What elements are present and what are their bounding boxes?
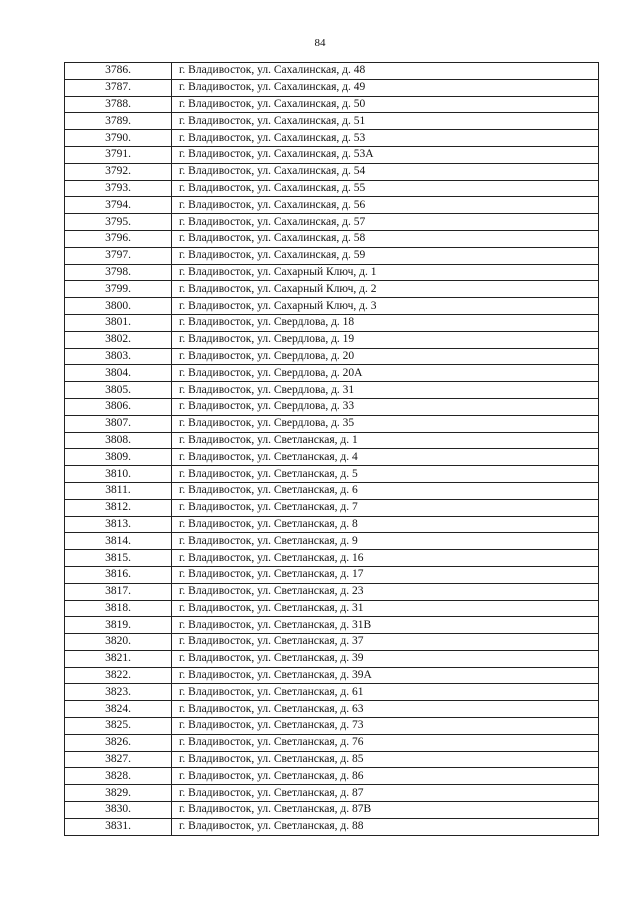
row-number: 3808. bbox=[65, 432, 172, 449]
row-number: 3810. bbox=[65, 466, 172, 483]
row-address: г. Владивосток, ул. Светланская, д. 1 bbox=[172, 432, 599, 449]
row-number: 3799. bbox=[65, 281, 172, 298]
table-row bbox=[65, 348, 599, 365]
row-address: г. Владивосток, ул. Сахалинская, д. 50 bbox=[172, 96, 599, 113]
table-row bbox=[65, 583, 599, 600]
row-number: 3811. bbox=[65, 482, 172, 499]
row-number: 3805. bbox=[65, 382, 172, 399]
row-address: г. Владивосток, ул. Свердлова, д. 31 bbox=[172, 382, 599, 399]
row-address: г. Владивосток, ул. Сахалинская, д. 56 bbox=[172, 197, 599, 214]
row-address: г. Владивосток, ул. Светланская, д. 31В bbox=[172, 617, 599, 634]
table-row bbox=[65, 415, 599, 432]
table-row bbox=[65, 566, 599, 583]
table-row bbox=[65, 600, 599, 617]
table-row bbox=[65, 718, 599, 735]
table-row bbox=[65, 230, 599, 247]
row-address: г. Владивосток, ул. Сахалинская, д. 58 bbox=[172, 230, 599, 247]
row-number: 3819. bbox=[65, 617, 172, 634]
table-row bbox=[65, 180, 599, 197]
row-address: г. Владивосток, ул. Светланская, д. 39 bbox=[172, 650, 599, 667]
table-row bbox=[65, 768, 599, 785]
table-row bbox=[65, 667, 599, 684]
table-row bbox=[65, 146, 599, 163]
row-address: г. Владивосток, ул. Свердлова, д. 18 bbox=[172, 314, 599, 331]
table-row bbox=[65, 264, 599, 281]
row-number: 3830. bbox=[65, 802, 172, 819]
row-number: 3817. bbox=[65, 583, 172, 600]
row-address: г. Владивосток, ул. Светланская, д. 5 bbox=[172, 466, 599, 483]
row-address: г. Владивосток, ул. Светланская, д. 88 bbox=[172, 818, 599, 835]
row-address: г. Владивосток, ул. Свердлова, д. 20 bbox=[172, 348, 599, 365]
row-number: 3803. bbox=[65, 348, 172, 365]
row-address: г. Владивосток, ул. Сахарный Ключ, д. 3 bbox=[172, 298, 599, 315]
row-address: г. Владивосток, ул. Светланская, д. 87 bbox=[172, 785, 599, 802]
table-row bbox=[65, 499, 599, 516]
row-address: г. Владивосток, ул. Светланская, д. 7 bbox=[172, 499, 599, 516]
row-address: г. Владивосток, ул. Светланская, д. 31 bbox=[172, 600, 599, 617]
row-address: г. Владивосток, ул. Сахарный Ключ, д. 2 bbox=[172, 281, 599, 298]
table-row bbox=[65, 365, 599, 382]
table-row bbox=[65, 113, 599, 130]
table-body bbox=[65, 63, 599, 836]
row-address: г. Владивосток, ул. Сахалинская, д. 49 bbox=[172, 79, 599, 96]
row-number: 3823. bbox=[65, 684, 172, 701]
row-number: 3812. bbox=[65, 499, 172, 516]
row-number: 3818. bbox=[65, 600, 172, 617]
table-row bbox=[65, 197, 599, 214]
row-number: 3790. bbox=[65, 130, 172, 147]
row-number: 3787. bbox=[65, 79, 172, 96]
table-row bbox=[65, 398, 599, 415]
table-row bbox=[65, 466, 599, 483]
address-table bbox=[64, 62, 599, 836]
row-number: 3804. bbox=[65, 365, 172, 382]
row-number: 3829. bbox=[65, 785, 172, 802]
row-address: г. Владивосток, ул. Светланская, д. 37 bbox=[172, 634, 599, 651]
row-number: 3816. bbox=[65, 566, 172, 583]
row-address: г. Владивосток, ул. Сахалинская, д. 51 bbox=[172, 113, 599, 130]
table-row bbox=[65, 734, 599, 751]
table-row bbox=[65, 550, 599, 567]
table-row bbox=[65, 314, 599, 331]
table-row bbox=[65, 482, 599, 499]
row-number: 3828. bbox=[65, 768, 172, 785]
row-number: 3820. bbox=[65, 634, 172, 651]
table-row bbox=[65, 63, 599, 80]
table-row bbox=[65, 281, 599, 298]
row-address: г. Владивосток, ул. Светланская, д. 4 bbox=[172, 449, 599, 466]
row-number: 3807. bbox=[65, 415, 172, 432]
row-number: 3827. bbox=[65, 751, 172, 768]
row-address: г. Владивосток, ул. Светланская, д. 63 bbox=[172, 701, 599, 718]
row-number: 3789. bbox=[65, 113, 172, 130]
row-number: 3802. bbox=[65, 331, 172, 348]
page-number: 84 bbox=[314, 37, 326, 49]
table-row bbox=[65, 684, 599, 701]
row-number: 3798. bbox=[65, 264, 172, 281]
row-number: 3814. bbox=[65, 533, 172, 550]
row-number: 3813. bbox=[65, 516, 172, 533]
row-address: г. Владивосток, ул. Светланская, д. 61 bbox=[172, 684, 599, 701]
row-address: г. Владивосток, ул. Светланская, д. 73 bbox=[172, 718, 599, 735]
row-address: г. Владивосток, ул. Сахалинская, д. 53 bbox=[172, 130, 599, 147]
row-address: г. Владивосток, ул. Сахалинская, д. 48 bbox=[172, 63, 599, 80]
table-row bbox=[65, 214, 599, 231]
row-number: 3809. bbox=[65, 449, 172, 466]
row-number: 3806. bbox=[65, 398, 172, 415]
row-address: г. Владивосток, ул. Светланская, д. 39А bbox=[172, 667, 599, 684]
table-row bbox=[65, 701, 599, 718]
row-number: 3795. bbox=[65, 214, 172, 231]
row-address: г. Владивосток, ул. Сахалинская, д. 55 bbox=[172, 180, 599, 197]
row-number: 3815. bbox=[65, 550, 172, 567]
table-row bbox=[65, 247, 599, 264]
row-address: г. Владивосток, ул. Светланская, д. 86 bbox=[172, 768, 599, 785]
row-address: г. Владивосток, ул. Светланская, д. 9 bbox=[172, 533, 599, 550]
row-address: г. Владивосток, ул. Светланская, д. 8 bbox=[172, 516, 599, 533]
table-row bbox=[65, 802, 599, 819]
table-row bbox=[65, 298, 599, 315]
row-number: 3797. bbox=[65, 247, 172, 264]
row-address: г. Владивосток, ул. Сахалинская, д. 59 bbox=[172, 247, 599, 264]
table-row bbox=[65, 382, 599, 399]
row-number: 3788. bbox=[65, 96, 172, 113]
row-address: г. Владивосток, ул. Сахарный Ключ, д. 1 bbox=[172, 264, 599, 281]
row-number: 3824. bbox=[65, 701, 172, 718]
row-number: 3791. bbox=[65, 146, 172, 163]
row-address: г. Владивосток, ул. Сахалинская, д. 57 bbox=[172, 214, 599, 231]
row-number: 3821. bbox=[65, 650, 172, 667]
table-row bbox=[65, 650, 599, 667]
row-number: 3796. bbox=[65, 230, 172, 247]
row-address: г. Владивосток, ул. Светланская, д. 23 bbox=[172, 583, 599, 600]
row-address: г. Владивосток, ул. Свердлова, д. 20А bbox=[172, 365, 599, 382]
row-number: 3793. bbox=[65, 180, 172, 197]
row-address: г. Владивосток, ул. Сахалинская, д. 53А bbox=[172, 146, 599, 163]
table-row bbox=[65, 432, 599, 449]
row-address: г. Владивосток, ул. Светланская, д. 17 bbox=[172, 566, 599, 583]
row-address: г. Владивосток, ул. Сахалинская, д. 54 bbox=[172, 163, 599, 180]
row-number: 3831. bbox=[65, 818, 172, 835]
row-address: г. Владивосток, ул. Светланская, д. 76 bbox=[172, 734, 599, 751]
table-row bbox=[65, 818, 599, 835]
table-row bbox=[65, 516, 599, 533]
row-address: г. Владивосток, ул. Светланская, д. 85 bbox=[172, 751, 599, 768]
table-row bbox=[65, 331, 599, 348]
row-address: г. Владивосток, ул. Свердлова, д. 19 bbox=[172, 331, 599, 348]
table-row bbox=[65, 79, 599, 96]
row-number: 3822. bbox=[65, 667, 172, 684]
row-number: 3801. bbox=[65, 314, 172, 331]
row-address: г. Владивосток, ул. Свердлова, д. 33 bbox=[172, 398, 599, 415]
table-row bbox=[65, 785, 599, 802]
row-address: г. Владивосток, ул. Свердлова, д. 35 bbox=[172, 415, 599, 432]
table-row bbox=[65, 533, 599, 550]
row-number: 3826. bbox=[65, 734, 172, 751]
row-number: 3800. bbox=[65, 298, 172, 315]
table-row bbox=[65, 751, 599, 768]
table-row bbox=[65, 163, 599, 180]
row-address: г. Владивосток, ул. Светланская, д. 87В bbox=[172, 802, 599, 819]
row-number: 3792. bbox=[65, 163, 172, 180]
table-row bbox=[65, 130, 599, 147]
row-number: 3786. bbox=[65, 63, 172, 80]
row-number: 3825. bbox=[65, 718, 172, 735]
row-number: 3794. bbox=[65, 197, 172, 214]
row-address: г. Владивосток, ул. Светланская, д. 16 bbox=[172, 550, 599, 567]
table-row bbox=[65, 617, 599, 634]
table-row bbox=[65, 634, 599, 651]
table-row bbox=[65, 96, 599, 113]
table-row bbox=[65, 449, 599, 466]
row-address: г. Владивосток, ул. Светланская, д. 6 bbox=[172, 482, 599, 499]
